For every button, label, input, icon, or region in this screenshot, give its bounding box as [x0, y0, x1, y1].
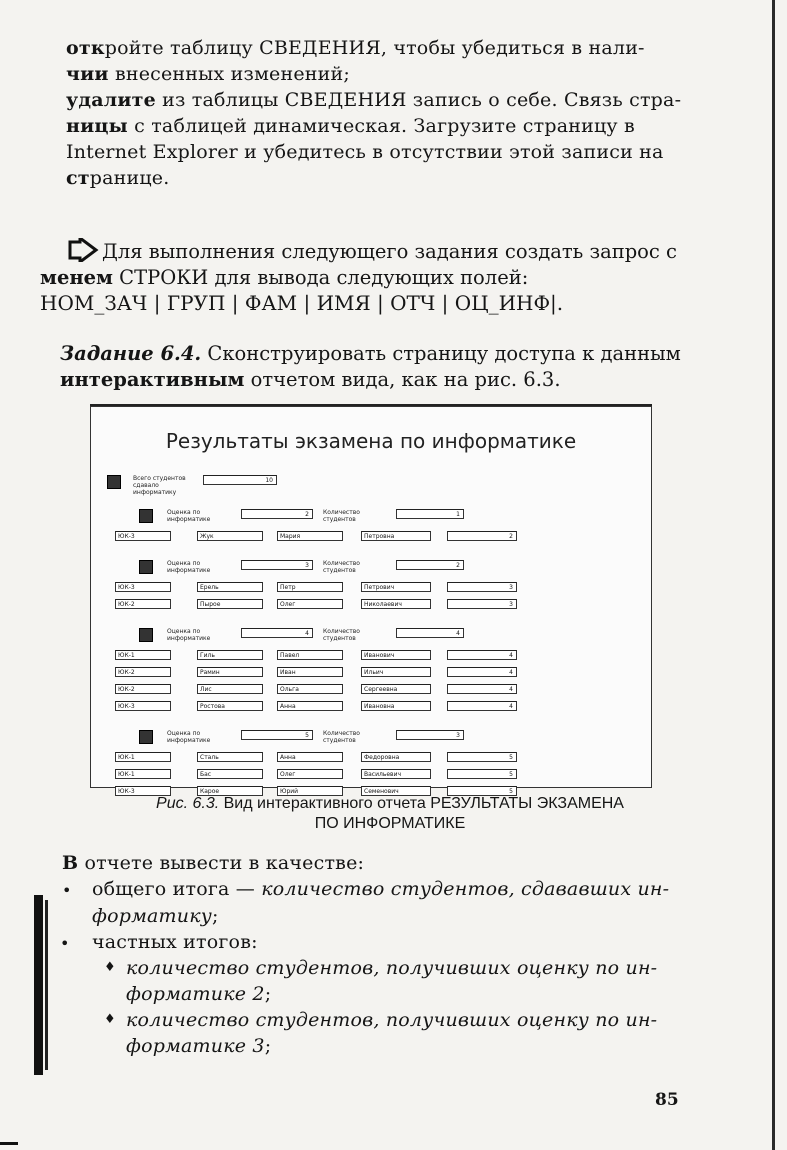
page-number: 85	[655, 1090, 679, 1110]
sub2-line2: форматике 3;	[126, 1035, 272, 1057]
surname-field[interactable]: Ростова	[197, 701, 263, 711]
grade-field[interactable]: 5	[447, 769, 517, 779]
patronymic-field[interactable]: Сергеевна	[361, 684, 431, 694]
grade-value-field[interactable]: 2	[241, 509, 313, 519]
group-expand-icon[interactable]	[139, 628, 153, 642]
name-field[interactable]: Анна	[277, 701, 343, 711]
corner-mark	[0, 1142, 18, 1145]
surname-field[interactable]: Жук	[197, 531, 263, 541]
para1-line3: удалите из таблицы СВЕДЕНИЯ запись о себе. Связь стра-	[66, 89, 682, 111]
surname-field[interactable]: Гиль	[197, 650, 263, 660]
grade-field[interactable]: 5	[447, 786, 517, 796]
count-label: Количество студентов	[323, 509, 360, 523]
grade-label: Оценка по информатике	[167, 560, 211, 574]
group-field[interactable]: ЮК-2	[115, 684, 171, 694]
figure-caption: Рис. 6.3. Вид интерактивного отчета РЕЗУЛЬТАТЫ ЭКЗАМЕНА ПО ИНФОРМАТИКЕ	[156, 795, 624, 832]
surname-field[interactable]: Карое	[197, 786, 263, 796]
grade-value-field[interactable]: 5	[241, 730, 313, 740]
name-field[interactable]: Петр	[277, 582, 343, 592]
count-value-field[interactable]: 2	[396, 560, 464, 570]
surname-field[interactable]: Рамин	[197, 667, 263, 677]
patronymic-field[interactable]: Ивановна	[361, 701, 431, 711]
subbullet-2: ♦	[104, 1012, 116, 1027]
sub1-line2: форматике 2;	[126, 983, 272, 1005]
name-field[interactable]: Ольга	[277, 684, 343, 694]
name-field[interactable]: Павел	[277, 650, 343, 660]
patronymic-field[interactable]: Петровна	[361, 531, 431, 541]
bullet1-line2: форматику;	[92, 905, 219, 927]
task-line3: НОМ_ЗАЧ | ГРУП | ФАМ | ИМЯ | ОТЧ | ОЦ_ИНФ|.	[40, 291, 564, 315]
page-edge	[772, 0, 775, 1150]
grade-label: Оценка по информатике	[167, 628, 211, 642]
group-field[interactable]: ЮК-2	[115, 667, 171, 677]
exercise-line1: Задание 6.4. Сконструировать страницу доступа к данным	[60, 342, 681, 365]
surname-field[interactable]: Ерель	[197, 582, 263, 592]
sub2-line1: количество студентов, получивших оценку по ин-	[126, 1009, 658, 1031]
subbullet-1: ♦	[104, 960, 116, 975]
margin-mark	[34, 895, 43, 1075]
expand-toggle-icon[interactable]	[107, 475, 121, 489]
name-field[interactable]: Иван	[277, 667, 343, 677]
name-field[interactable]: Юрий	[277, 786, 343, 796]
bullet-1: •	[62, 881, 72, 900]
grade-value-field[interactable]: 4	[241, 628, 313, 638]
para2-line1: В отчете вывести в качестве:	[62, 852, 365, 874]
patronymic-field[interactable]: Федоровна	[361, 752, 431, 762]
bullet1-line1: общего итога — количество студентов, сдававших ин-	[92, 878, 670, 900]
report-title: Результаты экзамена по информатике	[165, 429, 577, 453]
patronymic-field[interactable]: Петрович	[361, 582, 431, 592]
grade-field[interactable]: 4	[447, 667, 517, 677]
group-field[interactable]: ЮК-2	[115, 599, 171, 609]
grade-label: Оценка по информатике	[167, 730, 211, 744]
sub1-line1: количество студентов, получивших оценку по ин-	[126, 957, 658, 979]
name-field[interactable]: Мария	[277, 531, 343, 541]
patronymic-field[interactable]: Иванович	[361, 650, 431, 660]
grade-field[interactable]: 5	[447, 752, 517, 762]
exercise-line2: интерактивным отчетом вида, как на рис. 6.3.	[60, 368, 561, 391]
count-value-field[interactable]: 3	[396, 730, 464, 740]
patronymic-field[interactable]: Ильич	[361, 667, 431, 677]
group-field[interactable]: ЮК-3	[115, 531, 171, 541]
para1-line5: Internet Explorer и убедитесь в отсутствии этой записи на	[66, 141, 664, 163]
grade-label: Оценка по информатике	[167, 509, 211, 523]
group-field[interactable]: ЮК-1	[115, 650, 171, 660]
grade-field[interactable]: 4	[447, 684, 517, 694]
surname-field[interactable]: Сталь	[197, 752, 263, 762]
group-expand-icon[interactable]	[139, 509, 153, 523]
group-expand-icon[interactable]	[139, 560, 153, 574]
patronymic-field[interactable]: Николаевич	[361, 599, 431, 609]
grade-value-field[interactable]: 3	[241, 560, 313, 570]
para1-line6: странице.	[66, 167, 170, 189]
pointing-hand-icon	[66, 238, 102, 262]
grade-field[interactable]: 3	[447, 599, 517, 609]
report-figure	[90, 406, 652, 795]
group-field[interactable]: ЮК-3	[115, 701, 171, 711]
para1-line1: откройте таблицу СВЕДЕНИЯ, чтобы убедиться в нали-	[66, 37, 645, 59]
name-field[interactable]: Анна	[277, 752, 343, 762]
total-label: Всего студентов сдавало информатику	[133, 475, 186, 496]
para1-line2: чии внесенных изменений;	[66, 63, 350, 85]
count-value-field[interactable]: 1	[396, 509, 464, 519]
margin-mark-thin	[45, 900, 48, 1070]
surname-field[interactable]: Пырое	[197, 599, 263, 609]
patronymic-field[interactable]: Васильевич	[361, 769, 431, 779]
grade-field[interactable]: 2	[447, 531, 517, 541]
total-value-field[interactable]: 10	[203, 475, 277, 485]
grade-field[interactable]: 4	[447, 650, 517, 660]
name-field[interactable]: Олег	[277, 769, 343, 779]
task-line2: менем СТРОКИ для вывода следующих полей:	[40, 266, 529, 289]
count-label: Количество студентов	[323, 628, 360, 642]
bullet-2: •	[60, 934, 70, 953]
count-label: Количество студентов	[323, 560, 360, 574]
surname-field[interactable]: Бас	[197, 769, 263, 779]
bullet2-line: частных итогов:	[92, 931, 258, 953]
group-field[interactable]: ЮК-3	[115, 786, 171, 796]
grade-field[interactable]: 4	[447, 701, 517, 711]
patronymic-field[interactable]: Семенович	[361, 786, 431, 796]
group-field[interactable]: ЮК-1	[115, 752, 171, 762]
count-label: Количество студентов	[323, 730, 360, 744]
task-line1: Для выполнения следующего задания создать запрос с	[66, 238, 726, 265]
grade-field[interactable]: 3	[447, 582, 517, 592]
name-field[interactable]: Олег	[277, 599, 343, 609]
group-expand-icon[interactable]	[139, 730, 153, 744]
count-value-field[interactable]: 4	[396, 628, 464, 638]
group-field[interactable]: ЮК-3	[115, 582, 171, 592]
group-field[interactable]: ЮК-1	[115, 769, 171, 779]
para1-line4: ницы с таблицей динамическая. Загрузите страницу в	[66, 115, 635, 137]
surname-field[interactable]: Лис	[197, 684, 263, 694]
